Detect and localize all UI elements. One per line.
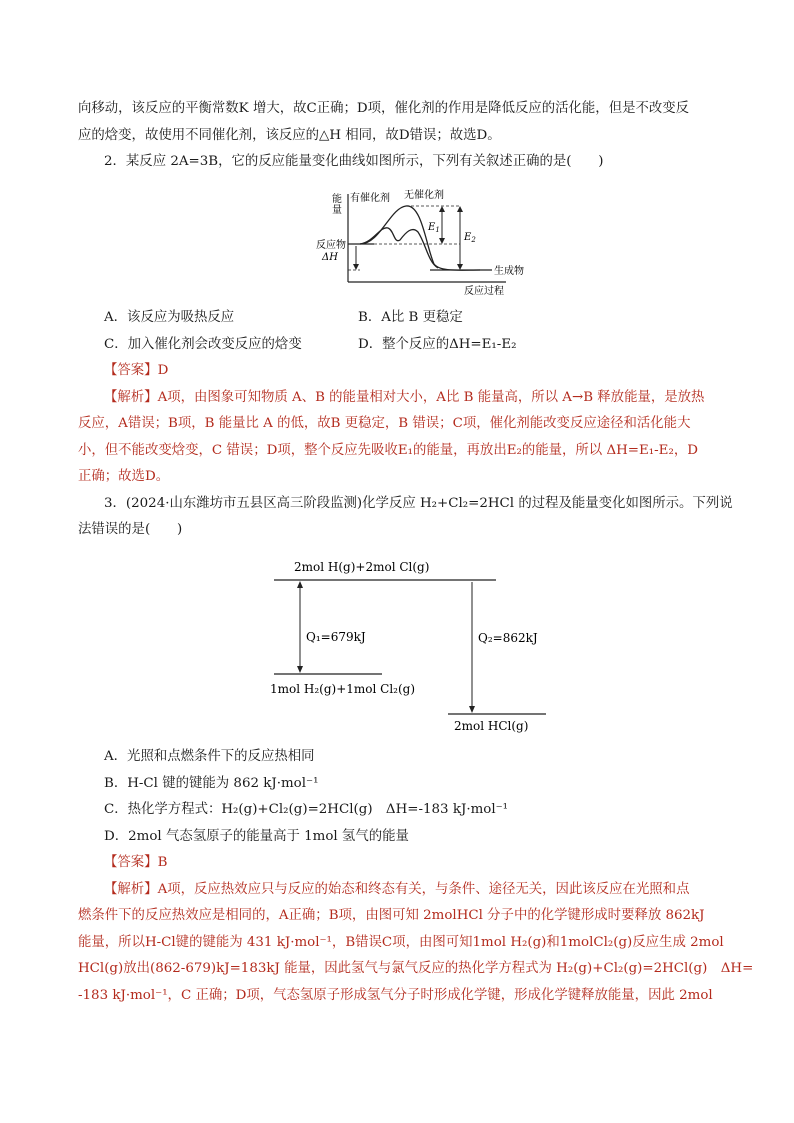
q3-option-c: C．热化学方程式：H₂(g)+Cl₂(g)=2HCl(g) ΔH=-183 kJ·mol⁻¹ bbox=[104, 802, 509, 817]
q3-answer: 【答案】B bbox=[104, 855, 168, 870]
q2-analysis-line-1: 【解析】A项，由图象可知物质 A、B 的能量相对大小，A比 B 能量高，所以 A→B 释放能量，是放热 bbox=[104, 389, 705, 405]
q3-analysis-line-4: HCl(g)放出(862-679)kJ=183kJ 能量，因此氢气与氯气反应的热化学方程式为 H₂(g)+Cl₂(g)=2HCl(g) ΔH= bbox=[78, 961, 754, 976]
catalyzed-curve bbox=[360, 228, 438, 268]
q2-option-a: A．该反应为吸热反应 bbox=[104, 310, 235, 325]
q2-analysis-line-3: 小，但不能改变焓变，C 错误；D项，整个反应先吸收E₁的能量，再放出E₂的能量，所以 ΔH=E₁-E₂，D bbox=[78, 442, 698, 458]
q2-options-row-2 bbox=[78, 332, 738, 359]
reactant-label: 反应物 bbox=[316, 240, 346, 251]
energy-profile-diagram bbox=[316, 186, 590, 298]
mid-level-label: 1mol H₂(g)+1mol Cl₂(g) bbox=[270, 682, 416, 696]
q1-label: Q₁=679kJ bbox=[306, 630, 366, 644]
intro-line-2: 应的焓变，故使用不同催化剂，该反应的△H 相同，故D错误；故选D。 bbox=[78, 127, 501, 143]
catalyst-label: 有催化剂 bbox=[350, 193, 390, 204]
q2-options-row-1 bbox=[78, 305, 738, 332]
q2-option-c: C．加入催化剂会改变反应的焓变 bbox=[104, 336, 302, 352]
q2-analysis-line-2: 反应，A错误；B项，B 能量比 A 的低，故B 更稳定，B 错误；C项，催化剂能改变反应途径和活化能大 bbox=[78, 416, 691, 431]
q2-analysis-line-4: 正确；故选D。 bbox=[78, 469, 170, 484]
bond-energy-diagram bbox=[268, 556, 558, 736]
top-level-label: 2mol H(g)+2mol Cl(g) bbox=[294, 560, 430, 574]
question-2-stem: 2．某反应 2A=3B，它的反应能量变化曲线如图所示，下列有关叙述正确的是( ) bbox=[104, 154, 604, 169]
delta-h-label: ΔH bbox=[322, 252, 338, 263]
no-catalyst-label: 无催化剂 bbox=[404, 190, 444, 201]
e2-label: $E_2$ bbox=[464, 232, 476, 244]
q3-analysis-line-3: 能量，所以H-Cl键的键能为 431 kJ·mol⁻¹，B错误C项，由图可知1mol H₂(g)和1molCl₂(g)反应生成 2mol bbox=[78, 934, 724, 950]
q2-option-b: B．A比 B 更稳定 bbox=[358, 310, 463, 325]
q2-option-d: D．整个反应的ΔH=E₁-E₂ bbox=[358, 336, 517, 352]
product-label: 生成物 bbox=[494, 266, 524, 277]
e1-label: $E_1$ bbox=[428, 222, 440, 234]
uncatalyzed-curve bbox=[360, 206, 480, 270]
q2-label: Q₂=862kJ bbox=[478, 631, 538, 645]
y-axis-label-1: 能 bbox=[332, 194, 342, 205]
q2-answer: 【答案】D bbox=[104, 363, 169, 378]
question-3-stem-line-2: 法错误的是( ) bbox=[78, 522, 183, 537]
q3-option-d: D．2mol 气态氢原子的能量高于 1mol 氢气的能量 bbox=[104, 828, 409, 844]
q3-analysis-line-1: 【解析】A项，反应热效应只与反应的始态和终态有关，与条件、途径无关，因此该反应在光照和点 bbox=[104, 881, 690, 897]
q3-analysis-line-5: -183 kJ·mol⁻¹，C 正确；D项，气态氢原子形成氢气分子时形成化学键，形成化学键释放能量，因此 2mol bbox=[78, 987, 713, 1003]
q3-option-b: B．H-Cl 键的键能为 862 kJ·mol⁻¹ bbox=[104, 775, 319, 791]
intro-line-1: 向移动，该反应的平衡常数K 增大，故C正确；D项，催化剂的作用是降低反应的活化能，但是不改变反 bbox=[78, 101, 690, 116]
y-axis-label-2: 量 bbox=[332, 205, 342, 216]
question-3-stem-line-1: 3．(2024·山东潍坊市五县区高三阶段监测)化学反应 H₂+Cl₂=2HCl 的过程及能量变化如图所示。下列说 bbox=[104, 495, 733, 511]
low-level-label: 2mol HCl(g) bbox=[454, 719, 529, 733]
q3-analysis-line-2: 燃条件下的反应热效应是相同的，A正确；B项，由图可知 2molHCl 分子中的化学键形成时要释放 862kJ bbox=[78, 908, 705, 923]
x-axis-label: 反应过程 bbox=[464, 286, 504, 297]
q3-option-a: A．光照和点燃条件下的反应热相同 bbox=[104, 749, 315, 764]
